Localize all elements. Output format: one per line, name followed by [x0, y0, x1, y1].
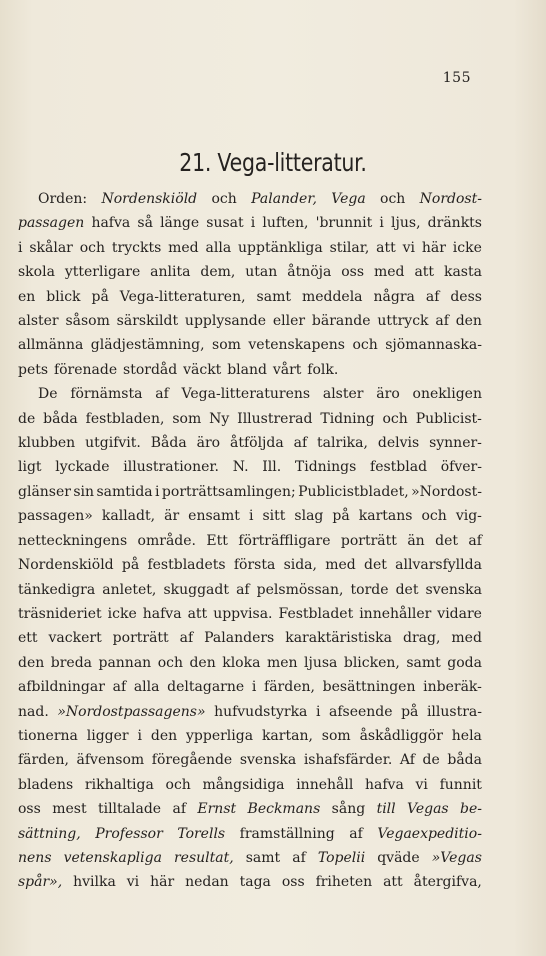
- word: vårt: [272, 361, 302, 378]
- word: icke: [107, 605, 137, 622]
- text-line: [18, 626, 482, 650]
- word: vackert: [48, 630, 102, 647]
- word: porträtt: [340, 532, 397, 549]
- text-line: [18, 529, 482, 553]
- word: »Vegas: [431, 849, 482, 866]
- word: vetenskapliga: [63, 849, 162, 866]
- word: af: [112, 679, 127, 696]
- word: tionerna: [18, 727, 78, 744]
- word: af: [292, 849, 306, 866]
- word: resultat,: [173, 849, 234, 866]
- word: bärande: [311, 313, 371, 330]
- word: synner-: [429, 435, 482, 452]
- word: kasta: [443, 264, 482, 281]
- word: sitt: [262, 508, 286, 525]
- word: allmänna: [18, 337, 84, 354]
- word: framställning: [239, 825, 335, 842]
- word: sättning,: [18, 825, 81, 842]
- word: tänkedigra: [18, 581, 96, 598]
- word: inberäk-: [423, 679, 482, 696]
- word: susat: [206, 215, 244, 232]
- word: det: [395, 581, 419, 598]
- word: den: [150, 727, 178, 744]
- word: kartan,: [261, 727, 313, 744]
- word: som: [321, 727, 351, 744]
- word: porträtt: [112, 630, 169, 647]
- word: stordåd: [123, 361, 178, 378]
- word: pannan: [98, 654, 152, 671]
- word: Publicist-: [415, 410, 482, 427]
- word: Publicistbladet,: [298, 483, 409, 500]
- word: taga: [239, 874, 271, 891]
- text-line: [18, 260, 482, 284]
- word: i: [251, 679, 257, 696]
- word: hvilka: [73, 874, 116, 891]
- word: länge: [160, 215, 200, 232]
- word: Tidnings: [294, 459, 357, 476]
- word: Båda: [150, 435, 187, 452]
- word: i: [250, 215, 256, 232]
- word: kloka: [222, 654, 261, 671]
- word: Topelii: [317, 849, 366, 866]
- word: färden,: [18, 752, 69, 769]
- word: och: [211, 191, 237, 207]
- word: friheten: [315, 874, 373, 891]
- word: pets: [18, 361, 49, 378]
- word: färden,: [264, 679, 315, 696]
- word: den: [455, 313, 482, 330]
- word: passagen»: [18, 508, 93, 525]
- text-line: [18, 797, 482, 821]
- word: oss: [18, 801, 41, 818]
- word: »Nordost-: [411, 483, 482, 500]
- word: tryckts: [111, 239, 162, 256]
- word: på: [332, 508, 350, 525]
- word: hafva: [142, 605, 182, 622]
- word: nedan: [185, 874, 229, 891]
- text-line: [18, 602, 482, 626]
- word: afbildningar: [18, 679, 105, 696]
- word: ett: [18, 630, 38, 647]
- word: Professor: [95, 825, 163, 842]
- word: utgifvit.: [85, 435, 141, 452]
- text-line: [18, 846, 482, 870]
- text-line: [18, 773, 482, 797]
- word: här: [421, 239, 446, 256]
- page-number: 155: [442, 70, 471, 86]
- word: vetenskapens: [248, 337, 345, 354]
- word: till: [376, 801, 396, 818]
- text-line: [18, 285, 482, 309]
- word: vi: [402, 239, 416, 256]
- word: onekligen: [412, 386, 482, 403]
- word: mångsidiga: [202, 776, 285, 793]
- word: kartans: [358, 508, 413, 525]
- text-line: [18, 333, 482, 357]
- word: sjömannaska-: [385, 337, 482, 354]
- word: samtida: [96, 483, 153, 500]
- word: breda: [50, 654, 92, 671]
- word: festbladen,: [85, 410, 165, 427]
- word: lyckade: [55, 459, 110, 476]
- word: stilar,: [329, 239, 370, 256]
- text-line: [18, 236, 482, 260]
- word: åtföljda: [229, 435, 284, 452]
- word: som: [172, 410, 202, 427]
- word: särskildt: [116, 313, 179, 330]
- word: nad.: [18, 703, 49, 720]
- word: båda: [43, 410, 78, 427]
- word: återgifva,: [413, 874, 482, 891]
- word: Vegas: [407, 801, 449, 818]
- word: Ernst: [197, 801, 237, 818]
- word: talrika,: [317, 435, 368, 452]
- word: förenade: [53, 361, 118, 378]
- word: af: [349, 825, 363, 842]
- word: i: [137, 727, 142, 744]
- word: åtnöja: [287, 264, 332, 281]
- word: och: [79, 239, 106, 256]
- word: innehåll: [296, 776, 354, 793]
- word: af: [293, 435, 308, 452]
- word: oss: [281, 874, 305, 891]
- word: anlita: [150, 264, 191, 281]
- word: sida,: [283, 557, 317, 574]
- word: äfvensom: [76, 752, 145, 769]
- text-line: [18, 822, 482, 846]
- word: af: [236, 581, 250, 598]
- word: Vega: [331, 191, 366, 207]
- word: Orden:: [38, 191, 88, 207]
- word: af: [425, 288, 440, 305]
- word: i: [248, 508, 254, 525]
- word: och: [352, 337, 378, 354]
- word: att: [376, 239, 396, 256]
- word: af: [179, 630, 194, 647]
- word: af: [435, 313, 449, 330]
- word: Vegaexpeditio-: [377, 825, 482, 842]
- word: uppvisa.: [213, 605, 273, 622]
- word: netteckningens: [18, 532, 128, 549]
- word: vig-: [455, 508, 482, 525]
- word: och: [157, 654, 183, 671]
- word: med: [373, 264, 405, 281]
- word: Palanders: [204, 630, 275, 647]
- word: sång: [331, 801, 366, 818]
- word: ljusa: [304, 654, 338, 671]
- word: vidare: [437, 605, 482, 622]
- word: innehåller: [359, 605, 432, 622]
- word: goda: [447, 654, 482, 671]
- text-line: [18, 407, 482, 431]
- word: på: [121, 557, 140, 574]
- word: är: [164, 508, 180, 525]
- word: såsom: [65, 313, 110, 330]
- word: festbladets: [147, 557, 226, 574]
- word: så: [137, 215, 153, 232]
- word: upptänkliga: [238, 239, 323, 256]
- word: Nordenskiöld: [101, 191, 198, 207]
- word: hafva: [365, 776, 404, 793]
- word: båda: [447, 752, 482, 769]
- word: svenska: [425, 581, 482, 598]
- word: porträttsamlingen;: [161, 483, 296, 500]
- word: alla: [133, 679, 160, 696]
- text-line: [18, 358, 482, 382]
- word: kalladt,: [101, 508, 156, 525]
- text-line: [18, 675, 482, 699]
- word: på: [401, 703, 419, 720]
- text-line: [18, 431, 482, 455]
- word: bladens: [18, 776, 74, 793]
- word: det: [435, 532, 458, 549]
- word: oss: [341, 264, 365, 281]
- word: som: [212, 337, 241, 354]
- text-line: [18, 553, 482, 577]
- word: besättningen: [322, 679, 416, 696]
- word: skola: [18, 264, 55, 281]
- text-line: [18, 748, 482, 772]
- word: be-: [460, 801, 482, 818]
- word: och: [382, 410, 408, 427]
- word: pelsmössan,: [256, 581, 344, 598]
- word: rikhaltiga: [84, 776, 154, 793]
- word: ypperliga: [186, 727, 254, 744]
- word: af: [468, 532, 482, 549]
- word: ensamt: [188, 508, 240, 525]
- word: den: [18, 654, 45, 671]
- word: äro: [376, 386, 400, 403]
- word: de: [18, 410, 36, 427]
- word: 'brunnit: [315, 215, 373, 232]
- chapter-title: 21. Vega-litteratur.: [179, 148, 367, 177]
- word: dem,: [200, 264, 236, 281]
- word: tilltalade: [97, 801, 162, 818]
- word: Ny: [209, 410, 230, 427]
- text-line: [18, 211, 482, 235]
- word: nens: [18, 849, 52, 866]
- word: klubben: [18, 435, 76, 452]
- word: på: [91, 288, 109, 305]
- word: äro: [196, 435, 221, 452]
- word: af: [155, 386, 169, 403]
- text-line: [18, 651, 482, 675]
- word: att: [187, 605, 208, 622]
- word: samt: [256, 288, 291, 305]
- word: meddela: [301, 288, 363, 305]
- word: blicken,: [343, 654, 400, 671]
- word: Palander,: [251, 191, 317, 207]
- word: icke: [452, 239, 482, 256]
- word: Illustrerad: [237, 410, 313, 427]
- word: hela: [451, 727, 482, 744]
- word: vi: [415, 776, 428, 793]
- word: första: [233, 557, 276, 574]
- word: i: [315, 703, 321, 720]
- word: föregående: [151, 752, 233, 769]
- word: uttryck: [377, 313, 429, 330]
- word: förträffligare: [238, 532, 331, 549]
- text-line: [18, 870, 482, 894]
- word: anletet,: [102, 581, 157, 598]
- word: Tidning: [320, 410, 375, 427]
- word: utan: [245, 264, 278, 281]
- text-line: [18, 480, 482, 504]
- word: allvarsfyllda: [395, 557, 482, 574]
- word: Nordost-: [419, 191, 482, 207]
- word: med: [325, 557, 356, 574]
- word: dess: [450, 288, 482, 305]
- word: afseende: [329, 703, 393, 720]
- word: ligger: [86, 727, 129, 744]
- word: ligt: [18, 459, 42, 476]
- word: hafva: [91, 215, 131, 232]
- word: åskådliggör: [359, 727, 443, 744]
- word: skuggadt: [163, 581, 229, 598]
- text-line: [18, 724, 482, 748]
- word: alster: [18, 313, 59, 330]
- word: det: [364, 557, 387, 574]
- word: sin: [73, 483, 95, 500]
- word: ytterligare: [64, 264, 141, 281]
- word: folk.: [307, 361, 339, 378]
- text-line: [18, 309, 482, 333]
- word: i: [379, 215, 384, 232]
- word: än: [407, 532, 425, 549]
- word: glänser: [18, 483, 71, 500]
- word: och: [165, 776, 191, 793]
- word: och: [380, 191, 406, 207]
- word: ishafsfärder.: [303, 752, 393, 769]
- word: samt: [406, 654, 441, 671]
- word: N.: [232, 459, 249, 476]
- word: men: [266, 654, 298, 671]
- word: Festbladet: [278, 605, 354, 622]
- word: här: [150, 874, 175, 891]
- word: blick: [46, 288, 81, 305]
- word: Af: [399, 752, 415, 769]
- word: de: [422, 752, 440, 769]
- word: luften,: [262, 215, 309, 232]
- word: en: [18, 288, 36, 305]
- word: funnit: [439, 776, 482, 793]
- word: skålar: [29, 239, 73, 256]
- word: Beckmans: [247, 801, 321, 818]
- word: och: [421, 508, 447, 525]
- word: mest: [52, 801, 87, 818]
- word: »Nordostpassagens»: [57, 703, 206, 720]
- word: öfver-: [440, 459, 482, 476]
- word: Torells: [177, 825, 226, 842]
- word: i: [155, 483, 160, 500]
- word: karaktäristiska: [285, 630, 393, 647]
- word: Vega-litteraturen,: [119, 288, 246, 305]
- text-line: [18, 578, 482, 602]
- text-line: [18, 700, 482, 724]
- word: passagen: [18, 215, 85, 232]
- word: illustra-: [426, 703, 482, 720]
- word: deltagarne: [167, 679, 245, 696]
- word: den: [189, 654, 216, 671]
- word: af: [172, 801, 186, 818]
- word: förnämsta: [70, 386, 143, 403]
- word: glädjestämning,: [90, 337, 205, 354]
- word: med: [168, 239, 199, 256]
- word: torde: [350, 581, 389, 598]
- word: Ill.: [262, 459, 282, 476]
- text-line: [18, 187, 482, 211]
- word: svenska: [239, 752, 297, 769]
- word: Ett: [206, 532, 228, 549]
- word: Nordenskiöld: [18, 557, 114, 574]
- word: bland: [227, 361, 267, 378]
- word: område.: [137, 532, 196, 549]
- word: alla: [205, 239, 232, 256]
- word: träsnideriet: [18, 605, 102, 622]
- word: med: [451, 630, 482, 647]
- word: alster: [322, 386, 364, 403]
- word: väckt: [183, 361, 222, 378]
- word: dränkts: [427, 215, 482, 232]
- word: Vega-litteraturens: [181, 386, 311, 403]
- word: drag,: [403, 630, 441, 647]
- word: i: [18, 239, 23, 256]
- word: att: [414, 264, 435, 281]
- word: delvis: [377, 435, 420, 452]
- word: illustrationer.: [123, 459, 220, 476]
- word: samt: [245, 849, 281, 866]
- word: eller: [272, 313, 306, 330]
- word: De: [38, 386, 58, 403]
- word: upplysande: [184, 313, 267, 330]
- word: slag: [294, 508, 324, 525]
- text-line: [18, 455, 482, 479]
- word: hufvudstyrka: [214, 703, 308, 720]
- body-text: [18, 187, 482, 895]
- text-line: [18, 382, 482, 406]
- word: spår»,: [18, 874, 63, 891]
- word: festblad: [370, 459, 428, 476]
- word: vi: [126, 874, 140, 891]
- word: ljus,: [391, 215, 421, 232]
- word: qväde: [377, 849, 420, 866]
- word: några: [373, 288, 415, 305]
- text-line: [18, 504, 482, 528]
- word: att: [383, 874, 403, 891]
